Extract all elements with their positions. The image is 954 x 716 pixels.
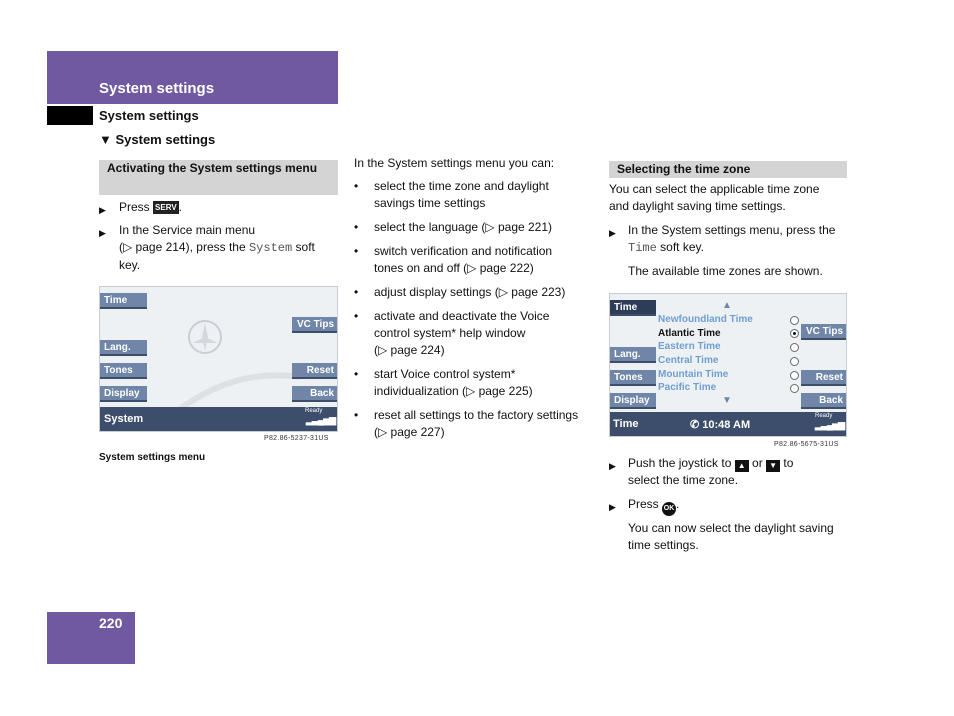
section-marker — [47, 106, 93, 125]
page-number: 220 — [99, 615, 123, 631]
time-soft-key[interactable]: Time — [610, 300, 656, 316]
time-zone-option[interactable]: Eastern Time — [658, 341, 721, 352]
tones-soft-key[interactable]: Tones — [100, 363, 147, 379]
col3-step3: ▶ Press OK . — [609, 496, 679, 516]
display-soft-key[interactable]: Display — [610, 393, 656, 409]
list-item: • start Voice control system* individualization (▷ page 225) — [354, 367, 533, 398]
time-zone-option[interactable]: Mountain Time — [658, 369, 729, 380]
back-soft-key[interactable]: Back — [801, 393, 847, 409]
time-zone-option-selected[interactable]: Atlantic Time — [658, 328, 721, 339]
sub-title: ▼ System settings — [99, 132, 216, 147]
system-settings-screen — [99, 286, 338, 432]
down-key-icon: ▼ — [766, 460, 780, 472]
ready-label: Ready — [815, 413, 833, 419]
list-item: • adjust display settings (▷ page 223) — [354, 285, 566, 299]
figure-caption: System settings menu — [99, 452, 206, 463]
status-label: System — [104, 413, 144, 425]
display-soft-key[interactable]: Display — [100, 386, 147, 402]
radio-button[interactable] — [790, 384, 799, 393]
radio-button[interactable] — [790, 343, 799, 352]
time-zone-screen — [609, 293, 847, 437]
vc-tips-soft-key[interactable]: VC Tips — [292, 317, 338, 333]
time-soft-key-label: Time — [628, 241, 657, 255]
time-soft-key[interactable]: Time — [100, 293, 147, 309]
signal-strength-icon: ▂▃▄▅▆ — [815, 420, 845, 430]
radio-button[interactable] — [790, 371, 799, 380]
figure-code-2: P82.86-5675-31US — [774, 441, 839, 448]
col1-step1: ▶ Press SERV . — [99, 199, 182, 216]
step-arrow-icon: ▶ — [609, 461, 616, 471]
time-zone-option[interactable]: Central Time — [658, 355, 719, 366]
list-item: • activate and deactivate the Voice control system* help window (▷ page 224) — [354, 309, 550, 357]
col1-step2: ▶ In the Service main menu (▷ page 214), press the System soft key. — [99, 223, 315, 272]
section-title: System settings — [99, 108, 199, 123]
col3-step2: ▶ Push the joystick to ▲ or ▼ to select the time zone. — [609, 456, 794, 487]
step-arrow-icon: ▶ — [609, 228, 616, 238]
clock-display: ✆ 10:48 AM — [690, 419, 751, 431]
ready-label: Ready — [305, 408, 323, 414]
lang-soft-key[interactable]: Lang. — [610, 347, 656, 363]
tones-soft-key[interactable]: Tones — [610, 370, 656, 386]
col1-heading: Activating the System settings menu — [99, 160, 338, 195]
step-arrow-icon: ▶ — [609, 502, 616, 512]
reset-soft-key[interactable]: Reset — [292, 363, 338, 379]
time-zone-option[interactable]: Pacific Time — [658, 382, 717, 393]
signal-strength-icon: ▂▃▄▅▆ — [306, 415, 336, 425]
list-item: • reset all settings to the factory settings (▷ page 227) — [354, 408, 579, 439]
col3-note2: You can now select the daylight saving time settings. — [628, 521, 834, 552]
col2-bullet-list — [354, 178, 599, 448]
scroll-up-icon[interactable]: ▲ — [722, 300, 732, 311]
reset-soft-key[interactable]: Reset — [801, 370, 847, 386]
radio-button[interactable] — [790, 357, 799, 366]
time-zone-option[interactable]: Newfoundland Time — [658, 314, 753, 325]
system-soft-key-label: System — [248, 241, 293, 255]
status-bar — [610, 412, 846, 436]
status-label: Time — [613, 418, 639, 430]
list-item: • select the time zone and daylight savings time settings — [354, 179, 549, 210]
col2-intro: In the System settings menu you can: — [354, 156, 555, 170]
radio-button[interactable] — [790, 316, 799, 325]
col3-intro: You can select the applicable time zone and daylight saving time settings. — [609, 182, 820, 213]
star-watermark-icon — [170, 307, 300, 417]
col3-heading: Selecting the time zone — [609, 161, 847, 178]
back-soft-key[interactable]: Back — [292, 386, 338, 402]
header-title: System settings — [99, 80, 215, 97]
col3-step1: ▶ In the System settings menu, press the Time soft key. — [609, 223, 836, 255]
lang-soft-key[interactable]: Lang. — [100, 340, 147, 356]
list-item: • select the language (▷ page 221) — [354, 220, 553, 234]
list-item: • switch verification and notification tones on and off (▷ page 222) — [354, 244, 553, 275]
up-key-icon: ▲ — [735, 460, 749, 472]
vc-tips-soft-key[interactable]: VC Tips — [801, 324, 847, 340]
col3-note1: The available time zones are shown. — [628, 264, 823, 278]
step-arrow-icon: ▶ — [99, 228, 106, 238]
step-arrow-icon: ▶ — [99, 205, 106, 215]
figure-code-1: P82.86-5237-31US — [264, 435, 329, 442]
ok-key-icon: OK — [662, 502, 676, 516]
status-bar — [100, 407, 337, 431]
radio-button-selected[interactable] — [790, 329, 799, 338]
scroll-down-icon[interactable]: ▼ — [722, 395, 732, 406]
serv-key-icon: SERV — [155, 203, 177, 212]
